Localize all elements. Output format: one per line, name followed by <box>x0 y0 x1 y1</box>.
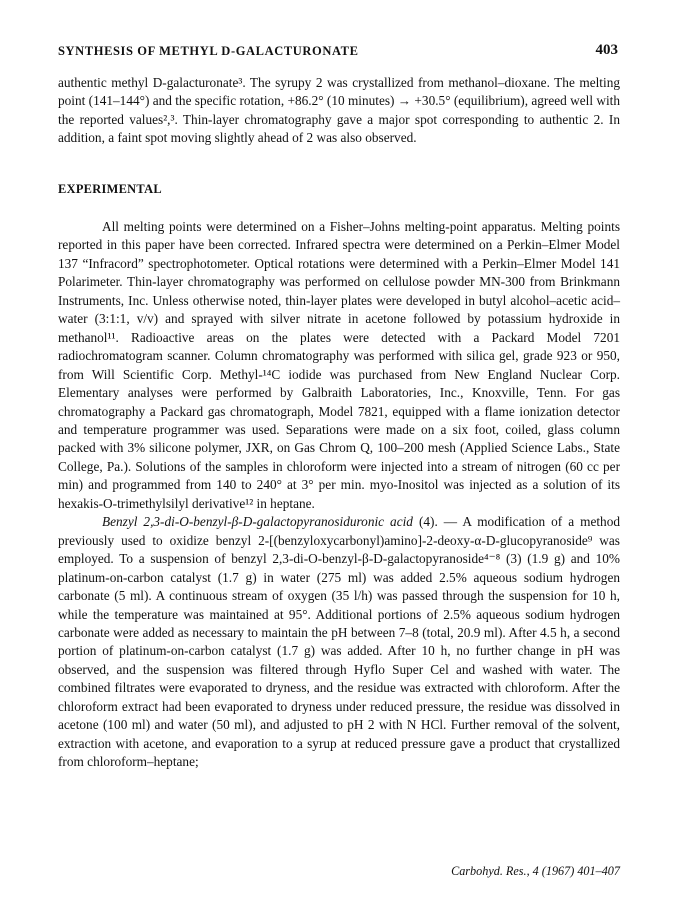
procedure-text: — A modification of a method previously used to oxidize benzyl 2-[(benzyloxycarbonyl)amino]-2-deoxy-α-D-glucopyranoside⁹ was employed. To a suspension of benzyl 2,3-di-O-benzyl-β-D-galactopyranoside⁴⁻⁸ (3) (1.9 g) and 10% platinum-on-carbon catalyst (1.7 g) in water (275 ml) was added 2.5% aqueous sodium hydrogen carbonate (5 ml). A continuous stream of oxygen (35 l/h) was passed through the suspension for 10 h, while the temperature was maintained at 95°. Additional portions of 2.5% aqueous sodium hydrogen carbonate were added as necessary to maintain the pH between 7–8 (total, 20.9 ml). After 4.5 h, a second portion of platinum-on-carbon catalyst (1.7 g) was added. After 10 h, no further change in pH was observed, and the suspension was filtered through Hyflo Super Cel and washed with water. The combined filtrates were evaporated to dryness, and the residue was extracted with chloroform. After the chloroform extract had been evaporated to dryness under reduced pressure, the residue was dissolved in acetone (100 ml) and water (50 ml), and adjusted to pH 2 with N HCl. Further removal of the solvent, extraction with acetone, and evaporation to a syrup at reduced pressure gave a product that crystallized from chloroform–heptane; <box>58 514 620 770</box>
procedure-title: Benzyl 2,3-di-O-benzyl-β-D-galactopyranosiduronic acid <box>102 514 413 530</box>
journal-citation: Carbohyd. Res., 4 (1967) 401–407 <box>451 864 620 878</box>
experimental-paragraph: All melting points were determined on a Fisher–Johns melting-point apparatus. Melting points reported in this paper have been corrected. Infrared spectra were determined on a Perkin–Elmer Model 137 “Infracord” spectrophotometer. Optical rotations were determined with a Perkin–Elmer Model 141 Polarimeter. Thin-layer chromatography was performed on cellulose powder MN-300 from Brinkmann Instruments, Inc. Unless otherwise noted, thin-layer plates were developed in butyl alcohol–acetic acid–water (3:1:1, v/v) and sprayed with silver nitrate in acetone followed by potassium hydroxide in methanol¹¹. Radioactive areas on the plates were detected with a Packard Model 7201 radiochromatogram scanner. Column chromatography was performed with silica gel, grade 923 or 950, from Will Scientific Corp. Methyl-¹⁴C iodide was purchased from New England Nuclear Corp. Elementary analyses were performed by Galbraith Laboratories, Inc., Knoxville, Tenn. For gas chromatography a Packard gas chromatograph, Model 7821, equipped with a flame ionization detector and temperature programmer was used. Separations were made on a six foot, coiled, glass column packed with 3% silicone polymer, JXR, on Gas Chrom Q, 100–200 mesh (Applied Science Labs., State College, Pa.). Solutions of the samples in chloroform were injected into a stream of nitrogen (60 cc per min) and programmed from 140 to 240° at 3° per min. myo-Inositol was injected as a solution of its hexakis-O-trimethylsilyl derivative¹² in heptane. <box>58 219 620 511</box>
intro-paragraph: authentic methyl D-galacturonate³. The syrupy 2 was crystallized from methanol–dioxane. The melting point (141–144°) and the specific rotation, +86.2° (10 minutes) → +30.5° (equilibrium), agreed well with the reported values²,³. Thin-layer chromatography gave a major spot corresponding to authentic 2. In addition, a faint spot moving slightly ahead of 2 was also observed. <box>58 75 620 146</box>
experimental-section <box>58 218 620 772</box>
compound-number: (4). <box>418 514 438 530</box>
procedure-paragraph <box>58 513 620 771</box>
page-header <box>58 44 618 64</box>
running-head: SYNTHESIS OF METHYL D-GALACTURONATE <box>58 44 359 58</box>
section-heading: EXPERIMENTAL <box>58 182 162 196</box>
page-number: 403 <box>595 42 618 58</box>
